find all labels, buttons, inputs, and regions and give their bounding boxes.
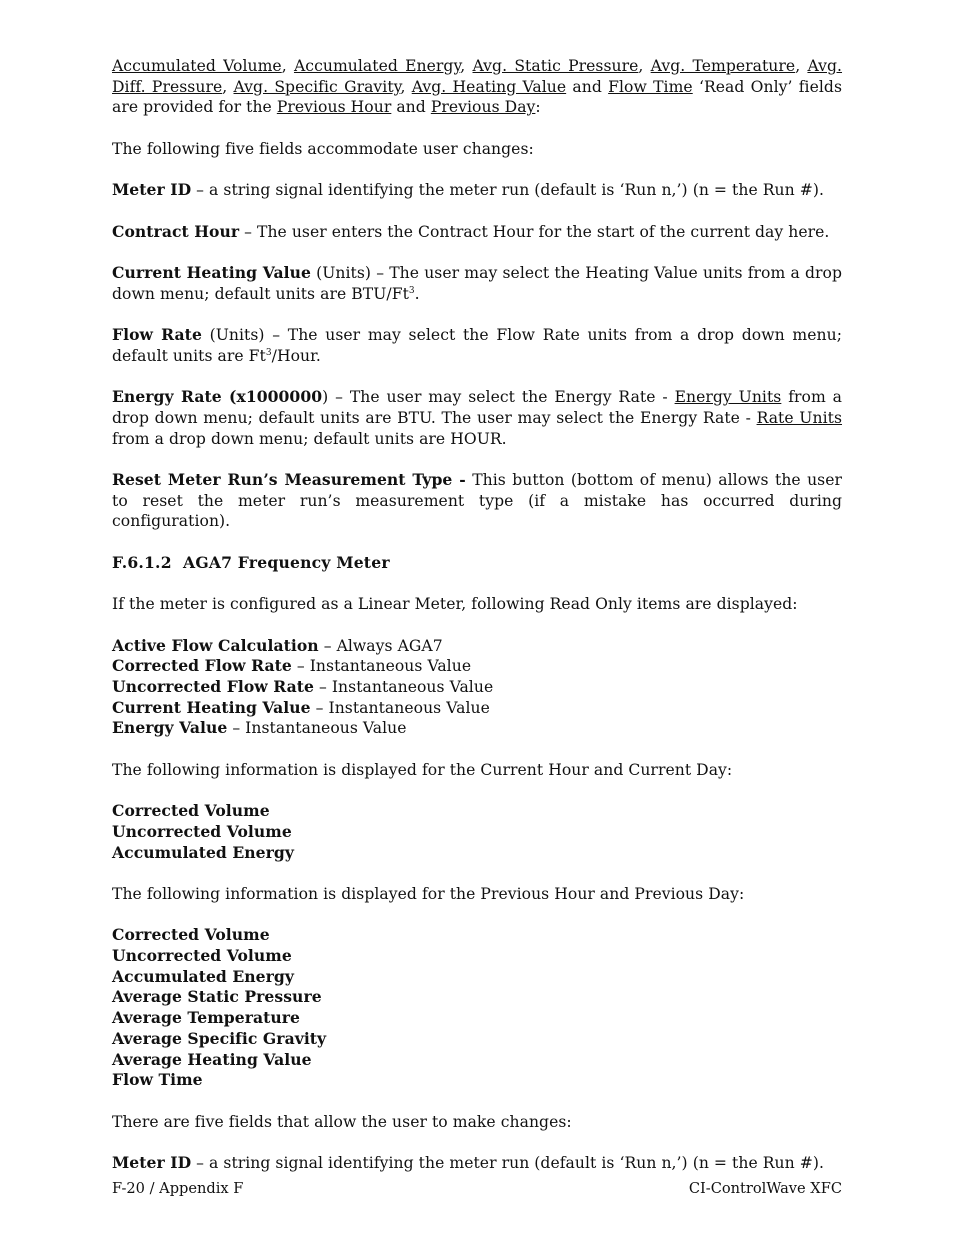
field-meter-id-2 [112,1153,842,1174]
item-term: Accumulated Energy [112,842,294,862]
list-item [112,843,842,864]
link-flow-time[interactable]: Flow Time [608,77,693,96]
field-desc: (Units) – The user may select the Flow Rate units from a drop down menu; default units are Ft [112,326,842,365]
link-accumulated-energy[interactable]: Accumulated Energy [293,57,461,75]
item-desc: – Instantaneous Value [291,657,472,676]
section-title: AGA7 Frequency Meter [183,552,390,572]
current-items-list [112,801,842,863]
field-desc: . [414,284,420,303]
field-term: Contract Hour [112,221,240,241]
item-term: Accumulated Energy [112,966,294,986]
list-item [112,718,842,739]
field-desc: – a string signal identifying the meter run (default is ‘Run n,’) (n = the Run #). [191,1154,824,1173]
link-previous-hour[interactable]: Previous Hour [276,98,392,117]
item-term: Average Specific Gravity [112,1028,327,1048]
item-term: Active Flow Calculation [112,635,319,655]
field-desc: ) – The user may select the Energy Rate - [322,388,675,407]
field-heating-value [112,263,842,304]
user-changes-lead: The following five fields accommodate user changes: [112,139,534,158]
item-desc: – Instantaneous Value [313,677,494,696]
current-lead: The following information is displayed for the Current Hour and Current Day: [112,760,733,779]
previous-items-list [112,925,842,1091]
superscript: 3 [408,285,415,296]
item-term: Corrected Volume [112,801,270,821]
item-term: Uncorrected Volume [112,946,292,966]
field-term: Flow Rate [112,325,202,345]
section-heading [112,553,842,574]
list-item [112,946,842,967]
field-desc: from a drop down menu; default units are HOUR. [112,429,507,448]
field-desc: This button (bottom of menu) allows the user to reset the meter run’s measurement type (if a mistake has occurred during configuration). [112,470,843,531]
field-flow-rate [112,325,842,366]
item-term: Average Heating Value [112,1049,312,1069]
list-item [112,1070,842,1091]
intro-text: and [391,98,431,117]
field-term: Reset Meter Run’s Measurement Type - [112,469,466,489]
item-term: Uncorrected Volume [112,821,292,841]
readonly-items-list [112,636,842,740]
link-avg-diff-pressure[interactable]: Avg. Diff. Pressure [112,57,843,96]
item-term: Current Heating Value [112,697,311,717]
linear-lead: If the meter is configured as a Linear Meter, following Read Only items are displayed: [112,595,798,614]
list-item [112,822,842,843]
list-item [112,677,842,698]
item-term: Energy Value [112,718,228,738]
list-item [112,987,842,1008]
item-term: Average Static Pressure [112,987,322,1007]
item-desc: – Instantaneous Value [310,698,490,717]
link-accumulated-volume[interactable]: Accumulated Volume [112,57,282,75]
field-term: Meter ID [112,180,192,200]
superscript: 3 [265,347,272,358]
link-previous-day[interactable]: Previous Day [430,98,536,117]
field-meter-id [112,180,842,201]
item-term: Average Temperature [112,1008,301,1028]
field-desc: /Hour. [271,346,321,365]
intro-text: ‘Read Only’ fields are provided for the [112,77,842,117]
list-item [112,698,842,719]
five-fields-lead: There are five fields that allow the user to make changes: [112,1112,572,1131]
item-term: Corrected Volume [112,925,270,945]
field-desc: – The user enters the Contract Hour for the start of the current day here. [239,222,830,241]
field-contract-hour [112,222,842,243]
item-term: Corrected Flow Rate [112,656,292,676]
list-item [112,925,842,946]
list-item [112,1029,842,1050]
list-item [112,1008,842,1029]
field-desc: from a drop down menu; default units are BTU. The user may select the Energy Rate - [112,388,843,427]
section-number: F.6.1.2 [112,552,172,572]
field-reset-measurement-type [112,470,842,532]
field-term: Energy Rate (x1000000 [112,387,323,407]
link-avg-heating-value[interactable]: Avg. Heating Value [411,77,567,96]
intro-paragraph: Accumulated Volume, Accumulated Energy, Avg. Static Pressure, Avg. Temperature, Avg. Diff. Pressure, Avg. Specific Gravity, Avg. Heating Value and Flow Time ‘Read Only’ fields are provided for the Previous Hour and Previous Day: [112,57,843,117]
field-term: Current Heating Value [112,262,311,282]
item-term: Uncorrected Flow Rate [112,676,314,696]
link-avg-temperature[interactable]: Avg. Temperature [650,57,796,75]
field-desc: (Units) – The user may select the Heating Value units from a drop down menu; default units are BTU/Ft [112,263,842,303]
field-desc: – a string signal identifying the meter run (default is ‘Run n,’) (n = the Run #). [191,181,824,200]
list-item [112,967,842,988]
item-term: Flow Time [112,1070,203,1090]
link-avg-static-pressure[interactable]: Avg. Static Pressure [472,57,639,75]
footer-right: CI-ControlWave XFC [688,1180,842,1197]
field-term: Meter ID [112,1153,192,1173]
link-rate-units[interactable]: Rate Units [756,408,842,427]
link-avg-specific-gravity[interactable]: Avg. Specific Gravity [233,77,401,96]
intro-text: and [566,77,609,96]
field-energy-rate [112,387,842,449]
item-desc: – Instantaneous Value [227,719,407,738]
list-item [112,636,842,657]
previous-lead: The following information is displayed for the Previous Hour and Previous Day: [112,884,745,903]
list-item [112,1050,842,1071]
list-item [112,801,842,822]
footer-left: F-20 / Appendix F [112,1180,244,1197]
link-energy-units[interactable]: Energy Units [674,388,782,407]
list-item [112,656,842,677]
page-footer [112,1180,842,1197]
item-desc: – Always AGA7 [318,636,443,655]
document-page [112,56,842,1194]
intro-text: : [535,98,541,117]
